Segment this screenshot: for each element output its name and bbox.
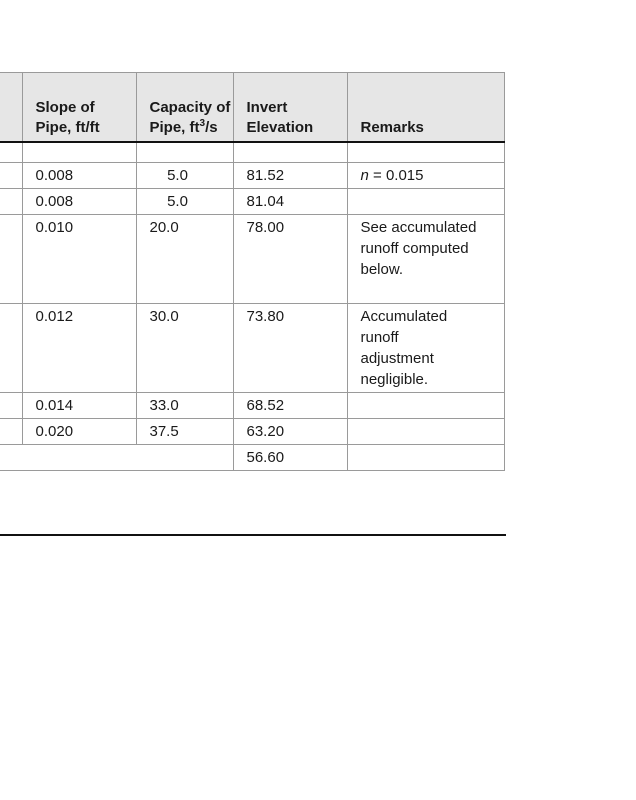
remarks-cell [347,393,504,419]
table-cell [233,142,347,163]
header-slope: Slope of Pipe, ft/ft [22,73,136,143]
header-cell-cut-off [0,73,22,143]
remarks-text: = 0.015 [368,167,424,184]
table-cell [347,142,504,163]
table-cell [0,163,22,189]
table-row [0,445,504,471]
invert-cell: 63.20 [233,419,347,445]
slope-cell: 0.008 [22,163,136,189]
header-capacity [136,73,233,143]
remarks-cell [347,163,504,189]
capacity-cell: 20.0 [136,215,233,304]
table-cell [22,142,136,163]
table-cell [0,445,22,471]
table-header-row [0,73,504,143]
remarks-cell: See accumulated runoff computed below. [347,215,504,304]
table-cell [136,142,233,163]
table-row [0,189,504,215]
capacity-cell: 30.0 [136,304,233,393]
table-row [0,163,504,189]
table-row [0,215,504,304]
header-capacity-superscript: 3 [199,118,206,129]
pipe-design-table [0,72,505,471]
header-invert: Invert Elevation [233,73,347,143]
capacity-cell: 5.0 [136,189,233,215]
capacity-cell [136,445,233,471]
table-cell [0,304,22,393]
header-capacity-text: Capacity of Pipe, ft [149,99,231,136]
remarks-variable: n [360,167,369,184]
remarks-cell [347,189,504,215]
invert-cell: 78.00 [233,215,347,304]
table-cell [0,189,22,215]
slope-cell: 0.020 [22,419,136,445]
table-row [0,393,504,419]
remarks-cell [347,445,504,471]
invert-cell: 81.04 [233,189,347,215]
slope-cell [22,445,136,471]
invert-cell: 81.52 [233,163,347,189]
remarks-cell: Accumulated runoff adjustment negligible. [347,304,504,393]
bottom-rule-line [0,534,506,536]
table-row [0,419,504,445]
table-cell [0,215,22,304]
remarks-cell [347,419,504,445]
table-row [0,304,504,393]
capacity-cell: 33.0 [136,393,233,419]
invert-cell: 73.80 [233,304,347,393]
slope-cell: 0.014 [22,393,136,419]
table-cell [0,419,22,445]
header-capacity-unit: /s [205,119,218,136]
table-cell [0,142,22,163]
capacity-cell: 37.5 [136,419,233,445]
table-cell [0,393,22,419]
invert-cell: 56.60 [233,445,347,471]
slope-cell: 0.010 [22,215,136,304]
invert-cell: 68.52 [233,393,347,419]
slope-cell: 0.008 [22,189,136,215]
table-row-spacer [0,142,504,163]
slope-cell: 0.012 [22,304,136,393]
capacity-cell: 5.0 [136,163,233,189]
header-remarks: Remarks [347,73,504,143]
